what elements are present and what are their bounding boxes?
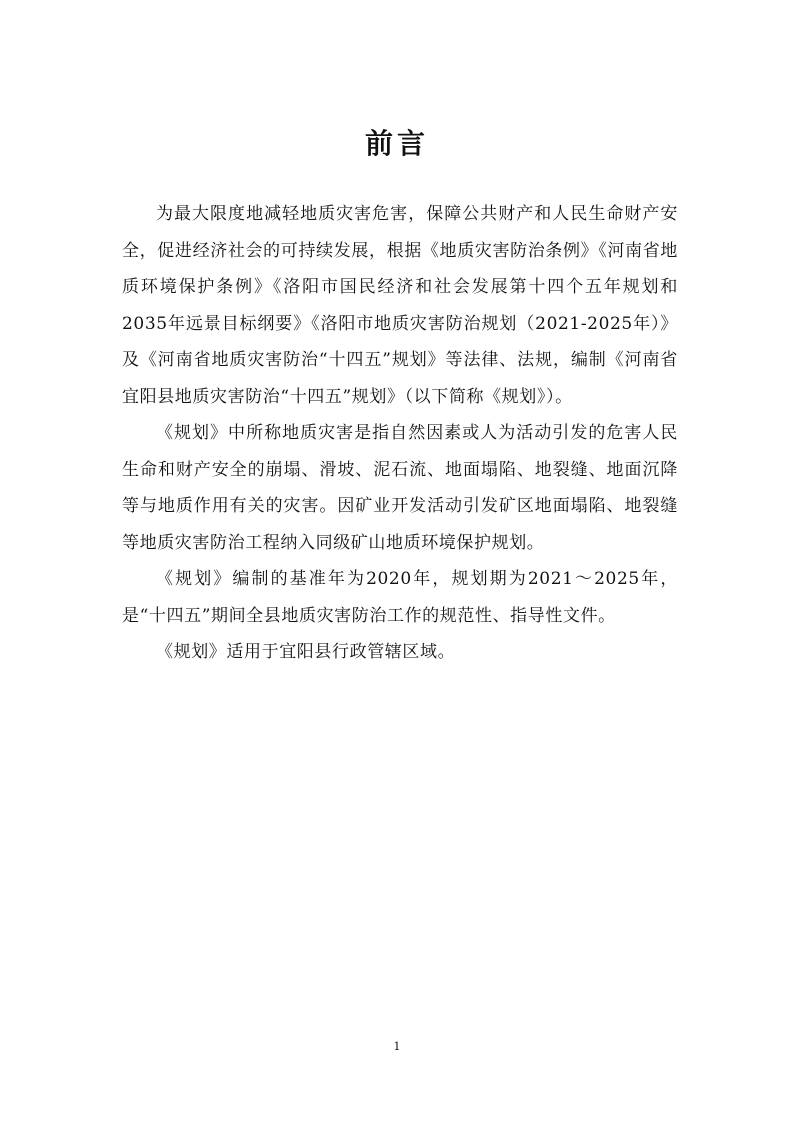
paragraph-scope: 《规划》适用于宜阳县行政管辖区域。 [156, 642, 456, 662]
paragraph-definition: 《规划》中所称地质灾害是指自然因素或人为活动引发的危害人民生命和财产安全的崩塌、滑坡、泥石流、地面塌陷、地裂缝、地面沉降等与地质作用有关的灾害。因矿业开发活动引发矿区地面塌陷、地裂缝等地质灾害防治工程纳入同级矿山地质环境保护规划。 [122, 423, 678, 553]
paragraph-planning-period: 《规划》编制的基准年为2020年，规划期为2021～2025年，是“十四五”期间全县地质灾害防治工作的规范性、指导性文件。 [122, 569, 678, 626]
body-text [122, 196, 678, 671]
page-title: 前言 [364, 127, 429, 160]
paragraph-purpose: 为最大限度地减轻地质灾害危害，保障公共财产和人民生命财产安全，促进经济社会的可持续发展，根据《地质灾害防治条例》《河南省地质环境保护条例》《洛阳市国民经济和社会发展第十四个五年规划和2035年远景目标纲要》《洛阳市地质灾害防治规划（2021-2025年）》及《河南省地质灾害防治“十四五”规划》等法律、法规，编制《河南省宜阳县地质灾害防治“十四五”规划》（以下简称《规划》）。 [122, 204, 678, 407]
page-number: 1 [393, 1040, 401, 1053]
